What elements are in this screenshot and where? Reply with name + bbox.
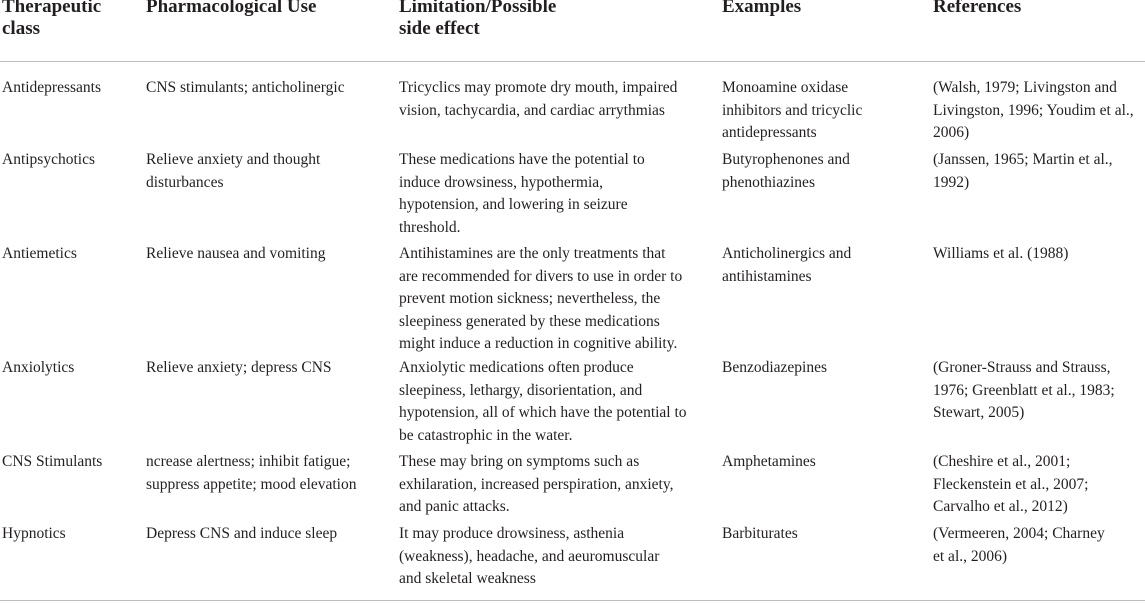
examples-cell: Butyrophenones and phenothiazines: [722, 151, 850, 191]
header-references: References: [933, 0, 1022, 17]
references-cell: (Cheshire et al., 2001; Fleckenstein et al., 2007; Carvalho et al., 2012): [933, 453, 1089, 515]
header-examples: Examples: [722, 0, 802, 17]
examples-cell: Barbiturates: [722, 525, 798, 542]
therapeutic-class-cell: Antidepressants: [2, 79, 102, 96]
limitation-cell: It may produce drowsiness, asthenia (weakness), headache, and aeuromuscular and skeletal weakness: [399, 525, 660, 587]
references-cell: (Groner-Strauss and Strauss, 1976; Greenblatt et al., 1983; Stewart, 2005): [933, 359, 1115, 421]
therapeutic-class-cell: Antipsychotics: [2, 151, 95, 168]
pharmacological-use-cell: Relieve anxiety; depress CNS: [146, 359, 332, 376]
header-therapeutic-class: Therapeutic class: [2, 0, 102, 39]
pharmacological-use-cell: Relieve nausea and vomiting: [146, 245, 326, 262]
therapeutic-class-cell: Anxiolytics: [2, 359, 75, 376]
limitation-cell: Antihistamines are the only treatments that are recommended for divers to use in order to prevent motion sickness; nevertheless, the sleepiness generated by these medications might induce a reduction in cognitive ability.: [399, 245, 683, 352]
references-cell: (Janssen, 1965; Martin et al., 1992): [933, 151, 1113, 191]
examples-cell: Anticholinergics and antihistamines: [722, 245, 852, 285]
limitation-cell: These medications have the potential to induce drowsiness, hypothermia, hypotension, and lowering in seizure threshold.: [399, 151, 645, 236]
therapeutic-class-cell: Antiemetics: [2, 245, 77, 262]
pharmacological-use-cell: Relieve anxiety and thought disturbances: [146, 151, 321, 191]
therapeutic-class-cell: Hypnotics: [2, 525, 66, 542]
limitation-cell: Anxiolytic medications often produce sleepiness, lethargy, disorientation, and hypotension, all of which have the potential to be catastrophic in the water.: [399, 359, 687, 444]
examples-cell: Amphetamines: [722, 453, 816, 470]
limitation-cell: These may bring on symptoms such as exhilaration, increased perspiration, anxiety, and panic attacks.: [399, 453, 674, 515]
examples-cell: Benzodiazepines: [722, 359, 828, 376]
references-cell: Williams et al. (1988): [933, 245, 1069, 262]
limitation-cell: Tricyclics may promote dry mouth, impaired vision, tachycardia, and cardiac arrythmias: [399, 79, 678, 119]
pharmacological-use-cell: Depress CNS and induce sleep: [146, 525, 338, 542]
therapeutic-class-cell: CNS Stimulants: [2, 453, 103, 470]
examples-cell: Monoamine oxidase inhibitors and tricyclic antidepressants: [722, 79, 863, 141]
table-header-row: [0, 0, 1145, 62]
references-cell: (Walsh, 1979; Livingston and Livingston, 1996; Youdim et al., 2006): [933, 79, 1134, 141]
table-bottom-rule: [0, 600, 1145, 601]
pharmacological-use-cell: CNS stimulants; anticholinergic: [146, 79, 345, 96]
header-pharmacological-use: Pharmacological Use: [146, 0, 317, 17]
pharmacological-use-cell: ncrease alertness; inhibit fatigue; suppress appetite; mood elevation: [146, 453, 357, 493]
header-limitation: Limitation/Possible side effect: [399, 0, 557, 39]
references-cell: (Vermeeren, 2004; Charney et al., 2006): [933, 525, 1105, 565]
